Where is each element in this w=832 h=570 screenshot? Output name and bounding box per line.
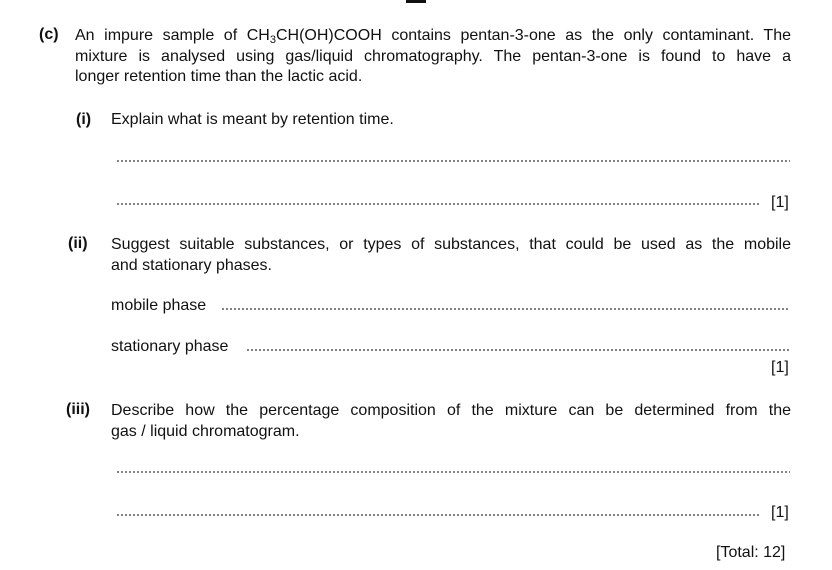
q-ii-mark: [1] xyxy=(771,359,789,376)
q-i-answer-line-1[interactable] xyxy=(116,159,790,167)
part-c-line1 xyxy=(75,26,791,47)
q-iii-label: (iii) xyxy=(66,401,90,418)
part-c-line2: mixture is analysed using gas/liquid chromatography. The pentan-3-one is found to have a xyxy=(75,47,791,65)
mobile-phase-answer-line[interactable] xyxy=(221,307,790,315)
q-i-text: Explain what is meant by retention time. xyxy=(111,111,394,128)
q-i-label: (i) xyxy=(76,111,92,128)
stationary-phase-label: stationary phase xyxy=(111,338,229,355)
q-iii-line2: gas / liquid chromatogram. xyxy=(111,422,300,440)
part-c-text xyxy=(75,26,791,88)
part-c-text-rest: CH(OH)COOH contains pentan-3-one as the only contaminant. The xyxy=(275,27,792,44)
part-c-label: (c) xyxy=(39,26,59,43)
part-c-line3: longer retention time than the lactic acid. xyxy=(75,68,363,85)
part-c-text-start: An impure sample of CH xyxy=(75,27,270,44)
q-i-mark: [1] xyxy=(771,194,789,211)
total-marks: [Total: 12] xyxy=(716,544,786,561)
q-ii-text xyxy=(111,235,791,276)
mobile-phase-label: mobile phase xyxy=(111,297,207,314)
q-ii-label: (ii) xyxy=(68,235,88,252)
q-iii-mark: [1] xyxy=(771,504,789,521)
q-ii-line1: Suggest suitable substances, or types of substances, that could be used as the mobile xyxy=(111,236,791,253)
q-iii-answer-line-2[interactable] xyxy=(116,513,759,521)
formula-subscript: 3 xyxy=(269,34,276,46)
stationary-phase-answer-line[interactable] xyxy=(246,348,790,356)
page-top-mark xyxy=(406,0,426,3)
q-iii-text xyxy=(111,401,791,442)
q-iii-answer-line-1[interactable] xyxy=(116,470,790,478)
q-ii-line2: and stationary phases. xyxy=(111,256,272,274)
q-i-answer-line-2[interactable] xyxy=(116,202,759,210)
q-iii-line1: Describe how the percentage composition of the mixture can be determined from the xyxy=(111,402,791,419)
